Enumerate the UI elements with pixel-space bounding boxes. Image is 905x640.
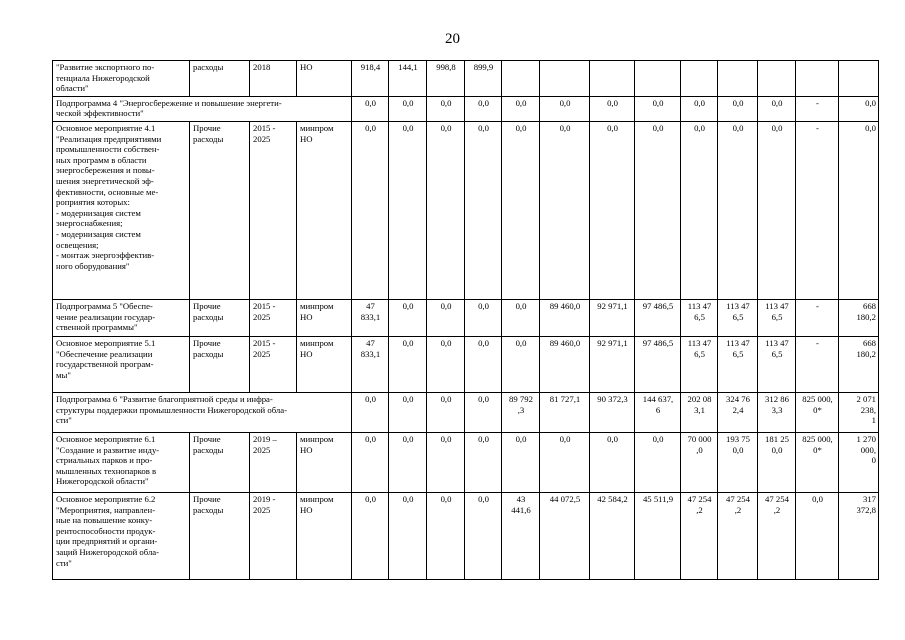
activity-name-cell: Основное мероприятие 4.1 "Реализация предприятиями промышленности собствен- ных программ в области энергосбережения и повы- шения энергетической эф- фективности, основные ме- роприятия которых: - модернизация систем энергоснабжения; - модернизация систем освещения; - монтаж энергоэффектив- ного оборудования" (53, 121, 190, 299)
expense-type-cell: Прочие расходы (190, 121, 250, 299)
value-cell: 825 000, 0* (796, 432, 839, 492)
value-cell (540, 61, 590, 97)
value-cell: 0,0 (839, 121, 879, 299)
value-cell: 0,0 (796, 492, 839, 579)
value-cell: 92 971,1 (590, 299, 635, 336)
value-cell: 0,0 (502, 299, 540, 336)
value-cell: 668 180,2 (839, 336, 879, 392)
value-cell: 668 180,2 (839, 299, 879, 336)
value-cell: 0,0 (502, 432, 540, 492)
value-cell: 0,0 (635, 96, 681, 121)
value-cell: 47 254 ,2 (718, 492, 758, 579)
value-cell (635, 61, 681, 97)
value-cell: 0,0 (465, 299, 502, 336)
value-cell: 202 08 3,1 (681, 392, 718, 432)
value-cell: 0,0 (540, 121, 590, 299)
value-cell: 0,0 (389, 492, 427, 579)
executor-cell: НО (297, 61, 352, 97)
value-cell: 0,0 (635, 432, 681, 492)
expense-type-cell: Прочие расходы (190, 432, 250, 492)
value-cell: 0,0 (718, 121, 758, 299)
value-cell: 181 25 0,0 (758, 432, 796, 492)
page-number: 20 (445, 31, 460, 47)
value-cell: 0,0 (427, 96, 465, 121)
value-cell: 0,0 (427, 121, 465, 299)
period-cell: 2015 - 2025 (250, 121, 297, 299)
expense-type-cell: Прочие расходы (190, 336, 250, 392)
value-cell: 0,0 (352, 392, 389, 432)
activity-name-cell: Основное мероприятие 5.1 "Обеспечение реализации государственной програм- мы" (53, 336, 190, 392)
value-cell (839, 61, 879, 97)
value-cell: 0,0 (352, 432, 389, 492)
value-cell: 144,1 (389, 61, 427, 97)
value-cell: 0,0 (465, 432, 502, 492)
table-row (53, 121, 879, 299)
value-cell: 0,0 (681, 96, 718, 121)
table-row (53, 432, 879, 492)
value-cell: 97 486,5 (635, 336, 681, 392)
table-row (53, 61, 879, 97)
table-body (53, 61, 879, 580)
value-cell: 0,0 (502, 336, 540, 392)
value-cell (796, 61, 839, 97)
value-cell: 70 000 ,0 (681, 432, 718, 492)
value-cell: 0,0 (758, 96, 796, 121)
activity-name-cell: Основное мероприятие 6.2 "Мероприятия, направлен- ные на повышение конку- рентоспособности продук- ции предприятий и органи- заций Нижегородской обла- сти" (53, 492, 190, 579)
value-cell: 0,0 (839, 96, 879, 121)
subprogram-name-cell: Подпрограмма 6 "Развитие благоприятной среды и инфра- структуры поддержки промышленности Нижегородской обла- сти" (53, 392, 352, 432)
executor-cell: минпром НО (297, 299, 352, 336)
value-cell: 0,0 (465, 121, 502, 299)
value-cell: 113 47 6,5 (681, 336, 718, 392)
budget-table (52, 60, 879, 580)
value-cell: 193 75 0,0 (718, 432, 758, 492)
value-cell: 113 47 6,5 (681, 299, 718, 336)
value-cell: - (796, 299, 839, 336)
executor-cell: минпром НО (297, 336, 352, 392)
value-cell: 0,0 (427, 492, 465, 579)
value-cell: 0,0 (427, 336, 465, 392)
value-cell: 0,0 (465, 392, 502, 432)
value-cell: 998,8 (427, 61, 465, 97)
value-cell: 0,0 (590, 432, 635, 492)
value-cell: 44 072,5 (540, 492, 590, 579)
expense-type-cell: Прочие расходы (190, 299, 250, 336)
expense-type-cell: Прочие расходы (190, 492, 250, 579)
value-cell (718, 61, 758, 97)
subprogram-row (53, 96, 879, 121)
value-cell: 47 254 ,2 (681, 492, 718, 579)
value-cell (502, 61, 540, 97)
value-cell: 0,0 (352, 492, 389, 579)
value-cell: 47 833,1 (352, 299, 389, 336)
value-cell: - (796, 336, 839, 392)
value-cell: - (796, 96, 839, 121)
value-cell: 0,0 (635, 121, 681, 299)
period-cell: 2015 - 2025 (250, 336, 297, 392)
value-cell: 89 792 ,3 (502, 392, 540, 432)
period-cell: 2015 - 2025 (250, 299, 297, 336)
value-cell: 0,0 (590, 96, 635, 121)
subprogram-row (53, 392, 879, 432)
subprogram-name-cell: Подпрограмма 4 "Энергосбережение и повышение энергети- ческой эффективности" (53, 96, 352, 121)
table-row (53, 492, 879, 579)
value-cell: 43 441,6 (502, 492, 540, 579)
value-cell: 1 270 000, 0 (839, 432, 879, 492)
executor-cell: минпром НО (297, 121, 352, 299)
value-cell: 113 47 6,5 (718, 336, 758, 392)
activity-name-cell: Подпрограмма 5 "Обеспе- чение реализации государ- ственной программы" (53, 299, 190, 336)
expense-type-cell: расходы (190, 61, 250, 97)
value-cell: 92 971,1 (590, 336, 635, 392)
value-cell: 0,0 (465, 336, 502, 392)
period-cell: 2019 – 2025 (250, 432, 297, 492)
value-cell: 0,0 (681, 121, 718, 299)
value-cell: 81 727,1 (540, 392, 590, 432)
value-cell: - (796, 121, 839, 299)
period-cell: 2018 (250, 61, 297, 97)
value-cell: 0,0 (502, 121, 540, 299)
value-cell: 0,0 (718, 96, 758, 121)
value-cell: 312 86 3,3 (758, 392, 796, 432)
table-row (53, 299, 879, 336)
table-row (53, 336, 879, 392)
value-cell: 324 76 2,4 (718, 392, 758, 432)
value-cell: 0,0 (427, 299, 465, 336)
value-cell: 0,0 (352, 96, 389, 121)
value-cell: 0,0 (389, 299, 427, 336)
value-cell: 45 511,9 (635, 492, 681, 579)
value-cell: 144 637, 6 (635, 392, 681, 432)
value-cell: 825 000, 0* (796, 392, 839, 432)
value-cell: 89 460,0 (540, 336, 590, 392)
value-cell: 47 833,1 (352, 336, 389, 392)
value-cell (758, 61, 796, 97)
value-cell: 113 47 6,5 (758, 299, 796, 336)
value-cell: 0,0 (389, 432, 427, 492)
executor-cell: минпром НО (297, 432, 352, 492)
value-cell: 42 584,2 (590, 492, 635, 579)
value-cell: 90 372,3 (590, 392, 635, 432)
value-cell: 899,9 (465, 61, 502, 97)
value-cell: 0,0 (427, 392, 465, 432)
value-cell (681, 61, 718, 97)
executor-cell: минпром НО (297, 492, 352, 579)
period-cell: 2019 - 2025 (250, 492, 297, 579)
value-cell (590, 61, 635, 97)
value-cell: 0,0 (540, 432, 590, 492)
value-cell: 113 47 6,5 (758, 336, 796, 392)
value-cell: 0,0 (540, 96, 590, 121)
value-cell: 113 47 6,5 (718, 299, 758, 336)
value-cell: 0,0 (758, 121, 796, 299)
value-cell: 89 460,0 (540, 299, 590, 336)
value-cell: 0,0 (389, 121, 427, 299)
value-cell: 0,0 (427, 432, 465, 492)
value-cell: 0,0 (389, 96, 427, 121)
value-cell: 0,0 (389, 336, 427, 392)
value-cell: 97 486,5 (635, 299, 681, 336)
value-cell: 918,4 (352, 61, 389, 97)
value-cell: 0,0 (465, 96, 502, 121)
value-cell: 47 254 ,2 (758, 492, 796, 579)
activity-name-cell: Основное мероприятие 6.1 "Создание и развитие инду- стриальных парков и про- мышленных технопарков в Нижегородской области" (53, 432, 190, 492)
value-cell: 0,0 (465, 492, 502, 579)
value-cell: 0,0 (352, 121, 389, 299)
value-cell: 0,0 (389, 392, 427, 432)
value-cell: 317 372,8 (839, 492, 879, 579)
value-cell: 2 071 238, 1 (839, 392, 879, 432)
activity-name-cell: "Развитие экспортного по- тенциала Нижегородской области" (53, 61, 190, 97)
value-cell: 0,0 (590, 121, 635, 299)
value-cell: 0,0 (502, 96, 540, 121)
